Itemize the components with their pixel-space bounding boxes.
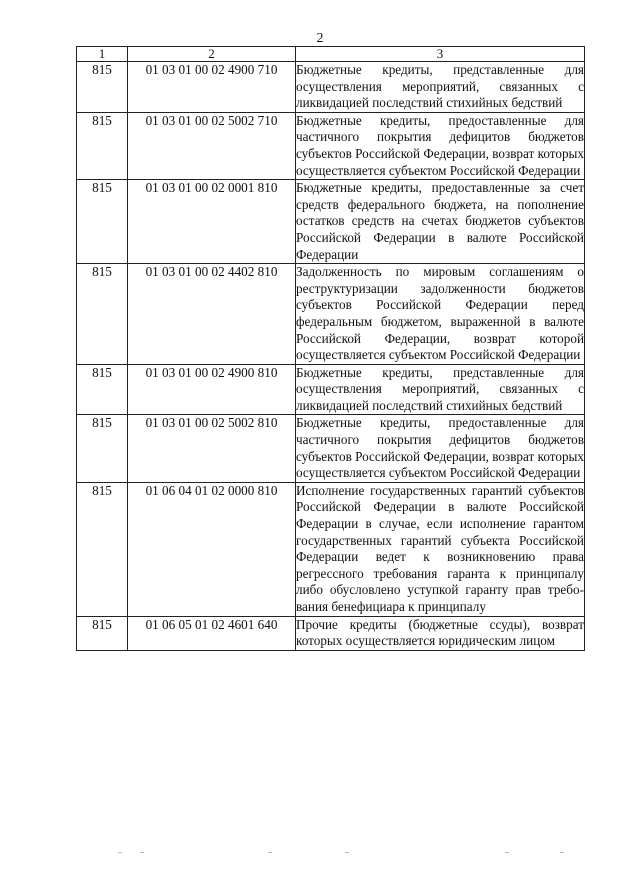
admin-code-cell: 815 — [77, 62, 128, 113]
admin-code-cell: 815 — [77, 264, 128, 365]
admin-code-cell: 815 — [77, 415, 128, 482]
description-cell: Бюджетные кредиты, предоставленные для частичного покрытия дефицитов бюджетов субъектов Российской Федерации, возврат которых осуществляется субъектом Российской Федерации — [296, 112, 585, 179]
admin-code-cell: 815 — [77, 112, 128, 179]
table-row — [77, 482, 585, 616]
source-code-cell: 01 03 01 00 02 4900 810 — [128, 364, 296, 415]
source-code-cell: 01 03 01 00 02 4402 810 — [128, 264, 296, 365]
admin-code-cell: 815 — [77, 616, 128, 650]
source-code-cell: 01 06 05 01 02 4601 640 — [128, 616, 296, 650]
description-cell: Исполнение государственных гарантий субъектов Российской Федерации в валюте Российской Федерации в случае, если исполнение гарантом государственных гарантий субъекта Российской Федерации ведет к возникновению права регрессного требования гаранта к принципалу либо обусловлено уступкой гаранту прав требования бенефициара к принципалу — [296, 482, 585, 616]
source-code-cell: 01 03 01 00 02 5002 710 — [128, 112, 296, 179]
scan-artifacts — [0, 852, 640, 862]
column-header-1: 1 — [77, 47, 128, 62]
table-row — [77, 415, 585, 482]
source-code-cell: 01 03 01 00 02 5002 810 — [128, 415, 296, 482]
table-row — [77, 180, 585, 264]
admin-code-cell: 815 — [77, 482, 128, 616]
description-cell: Бюджетные кредиты, предоставленные за счет средств федерального бюджета, на пополнение остатков средств на счетах бюджетов субъектов Российской Федерации в валюте Российской Федерации — [296, 180, 585, 264]
description-cell: Прочие кредиты (бюджетные ссуды), возврат которых осуществляется юридическим лицом — [296, 616, 585, 650]
table-row — [77, 62, 585, 113]
table-row — [77, 264, 585, 365]
admin-code-cell: 815 — [77, 180, 128, 264]
page-number: 2 — [316, 31, 324, 46]
column-header-3: 3 — [296, 47, 585, 62]
column-header-2: 2 — [128, 47, 296, 62]
budget-classification-table — [76, 46, 585, 651]
source-code-cell: 01 06 04 01 02 0000 810 — [128, 482, 296, 616]
source-code-cell: 01 03 01 00 02 0001 810 — [128, 180, 296, 264]
table-header-row — [77, 47, 585, 62]
description-cell: Бюджетные кредиты, представленные для осуществления мероприятий, связанных с ликвидацией последствий стихийных бедствий — [296, 62, 585, 113]
source-code-cell: 01 03 01 00 02 4900 710 — [128, 62, 296, 113]
table-row — [77, 616, 585, 650]
admin-code-cell: 815 — [77, 364, 128, 415]
description-cell: Бюджетные кредиты, представленные для осуществления мероприятий, связанных с ликвидацией последствий стихийных бедствий — [296, 364, 585, 415]
description-cell: Задолженность по мировым соглашениям о реструктуризации задолженности бюджетов субъектов Российской Федерации перед федеральным бюджетом, выраженной в валюте Российской Федерации, возврат которой осуществляется субъектом Российской Федерации — [296, 264, 585, 365]
table-row — [77, 364, 585, 415]
description-cell: Бюджетные кредиты, предоставленные для частичного покрытия дефицитов бюджетов субъектов Российской Федерации, возврат которых осуществляется субъектом Российской Федерации — [296, 415, 585, 482]
table-row — [77, 112, 585, 179]
